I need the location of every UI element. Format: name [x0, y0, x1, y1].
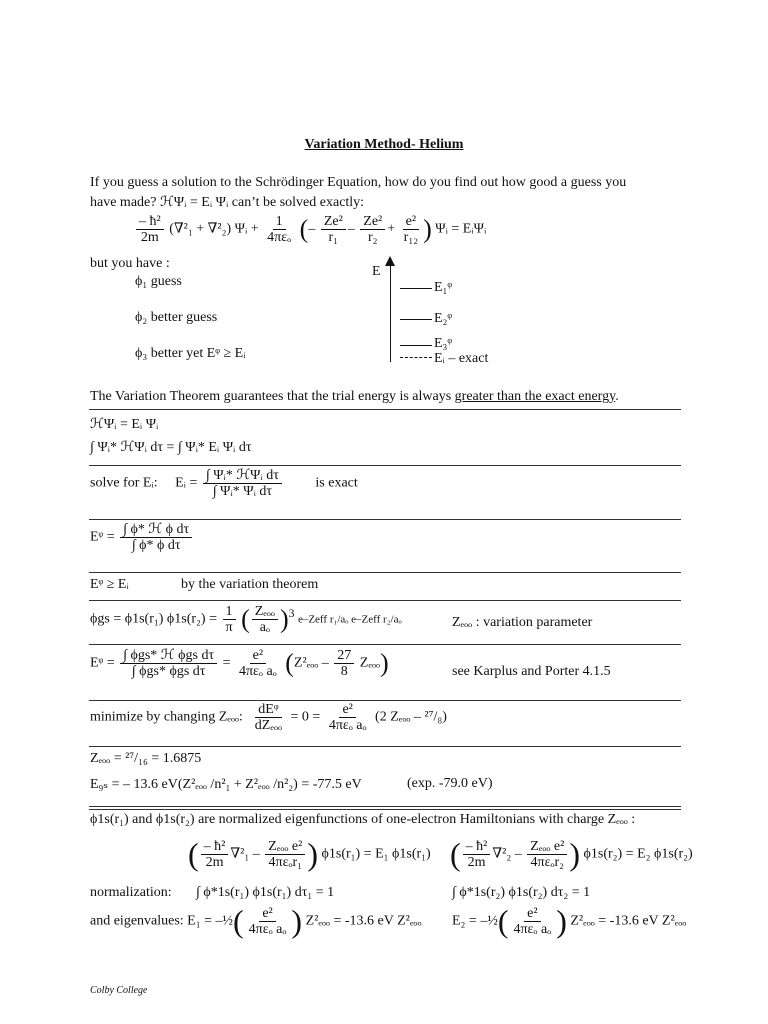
variation-theorem: The Variation Theorem guarantees that the trial energy is always greater than the exact energy.: [90, 389, 619, 404]
divider: [89, 519, 681, 520]
divider: [89, 644, 681, 645]
integral-eq: ∫ Ψᵢ* ℋΨᵢ dτ = ∫ Ψᵢ* Eᵢ Ψᵢ dτ: [90, 440, 252, 455]
ze2-r1: $\frac{\text{Ze²}}{\text{r₁}}$: [321, 214, 346, 245]
experimental-value: (exp. -79.0 eV): [407, 776, 493, 791]
guess-3: ϕ₃ better yet Eᵠ ≥ Eᵢ: [135, 346, 246, 361]
schrodinger-eq: ℋΨᵢ = Eᵢ Ψᵢ: [90, 417, 159, 432]
inequality: Eᵠ ≥ Eᵢ: [90, 577, 129, 592]
eigenvalue-2: E₂ = –½( $\frac{\text{e²}}{\text{4πεₒ aₒ}}$ ) Z²ₑₒₒ = -13.6 eV Z²ₑₒₒ: [452, 903, 687, 939]
guess-1: ϕ₁ guess: [135, 274, 182, 289]
coulomb-prefactor: $\frac{1}{\text{4πεₒ}}$: [267, 214, 292, 245]
variation-parameter-note: Zₑₒₒ : variation parameter: [452, 615, 593, 630]
normalization-label: normalization:: [90, 885, 172, 900]
hamiltonian-2: ( $\frac{\text{– ħ²}}{2m}$ ∇²₂ – $\frac{\text{Zₑₒₒ e²}}{\text{4πεₒr₂}}$ ) ϕ1s(r₂) = E₂ ϕ1s(r₂): [450, 836, 693, 872]
divider: [89, 465, 681, 466]
divider: [89, 600, 681, 601]
level-2-label: E₂ᵠ: [434, 311, 453, 326]
energy-axis-label: E: [372, 264, 381, 279]
guess-2: ϕ₂ better guess: [135, 310, 218, 325]
normalization-1: ∫ ϕ*1s(r₁) ϕ1s(r₁) dτ₁ = 1: [196, 885, 335, 900]
level-3-label: E₃ᵠ: [434, 336, 453, 351]
energy-axis: [390, 264, 391, 362]
level-1-label: E₁ᵠ: [434, 280, 453, 295]
divider: [89, 572, 681, 573]
egs-result: E₉ₛ = – 13.6 eV(Z²ₑₒₒ /n²₁ + Z²ₑₒₒ /n²₂) = -77.5 eV: [90, 777, 362, 792]
divider: [89, 806, 681, 807]
divider: [89, 409, 681, 410]
eigenvalue-1: and eigenvalues: E₁ = –½( $\frac{\text{e²}}{\text{4πεₒ aₒ}}$ ) Z²ₑₒₒ = -13.6 eV Z²ₑₒₒ: [90, 903, 422, 939]
e2-r12: $\frac{\text{e²}}{\text{r₁₂}}$: [403, 214, 419, 245]
hamiltonian-equation: $\frac{\text{– ħ²}}{2m}$ (∇²₁ + ∇²₂) Ψᵢ + $\frac{1}{\text{4πεₒ}}$ (– $\frac{\text{Ze²}}{\text{r₁}}$ – $\frac{\text{Ze²}}{\text{r₂}}$ + $\frac{\text{e²}}{\text{r₁₂}}$ ) Ψᵢ = EᵢΨᵢ: [134, 214, 486, 245]
level-3: [400, 345, 432, 346]
ephi-gs-equation: Eᵠ = $\frac{\text{∫ ϕgs* ℋ ϕgs dτ}}{\text{∫ ϕgs* ϕgs dτ}}$ = $\frac{\text{e²}}{\text{4πεₒ aₒ}}$ (Z²ₑₒₒ – $\frac{27}{8}$ Zₑₒₒ): [90, 648, 389, 679]
hbar-fraction: $\frac{\text{– ħ²}}{2m}$: [136, 214, 164, 245]
phi-gs-equation: ϕgs = ϕ1s(r₁) ϕ1s(r₂) = $\frac{1}{\pi}$ ( $\frac{\text{Zₑₒₒ}}{\text{aₒ}}$ )$^3$ e–Zeff r₁/aₒ e–Zeff r₂/aₒ: [90, 604, 402, 635]
level-2: [400, 319, 432, 320]
level-exact: [400, 357, 432, 358]
hamiltonian-1: ( $\frac{\text{– ħ²}}{2m}$ ∇²₁ – $\frac{\text{Zₑₒₒ e²}}{\text{4πεₒr₁}}$ ) ϕ1s(r₁) = E₁ ϕ1s(r₁): [188, 836, 431, 872]
page-title: Variation Method- Helium: [304, 137, 464, 152]
divider: [89, 809, 681, 810]
level-exact-label: Eᵢ – exact: [434, 351, 489, 366]
ze2-r2: $\frac{\text{Ze²}}{\text{r₂}}$: [360, 214, 385, 245]
footer-college: Colby College: [90, 985, 148, 996]
inequality-note: by the variation theorem: [181, 577, 319, 592]
but-you-have: but you have :: [90, 256, 170, 271]
divider: [89, 746, 681, 747]
intro-line-1: If you guess a solution to the Schrödinger Equation, how do you find out how good a guess you: [90, 175, 627, 190]
divider: [89, 700, 681, 701]
normalization-2: ∫ ϕ*1s(r₂) ϕ1s(r₂) dτ₂ = 1: [452, 885, 591, 900]
level-1: [400, 288, 432, 289]
laplacian-term: (∇²₁ + ∇²₂) Ψᵢ +: [169, 221, 259, 237]
zeff-result: Zₑₒₒ = ²⁷/₁₆ = 1.6875: [90, 751, 202, 766]
solve-equation: solve for Eᵢ: Eᵢ = $\frac{\text{∫ Ψᵢ* ℋΨᵢ dτ}}{\text{∫ Ψᵢ* Ψᵢ dτ}}$ is exact: [90, 468, 358, 499]
karplus-porter-note: see Karplus and Porter 4.1.5: [452, 664, 611, 679]
minimize-equation: minimize by changing Zₑₒₒ: $\frac{\text{dEᵠ}}{\text{dZₑₒₒ}}$ = 0 = $\frac{\text{e²}}{\text{4πεₒ aₒ}}$ (2 Zₑₒₒ – ²⁷/₈): [90, 702, 447, 733]
ephi-definition: Eᵠ = $\frac{\text{∫ ϕ* ℋ ϕ dτ}}{\text{∫ ϕ* ϕ dτ}}$: [90, 522, 194, 553]
eigenfunction-statement: ϕ1s(r₁) and ϕ1s(r₂) are normalized eigenfunctions of one-electron Hamiltonians with charge Zₑₒₒ :: [90, 812, 636, 827]
intro-line-2: have made? ℋΨᵢ = Eᵢ Ψᵢ can’t be solved exactly:: [90, 195, 365, 210]
